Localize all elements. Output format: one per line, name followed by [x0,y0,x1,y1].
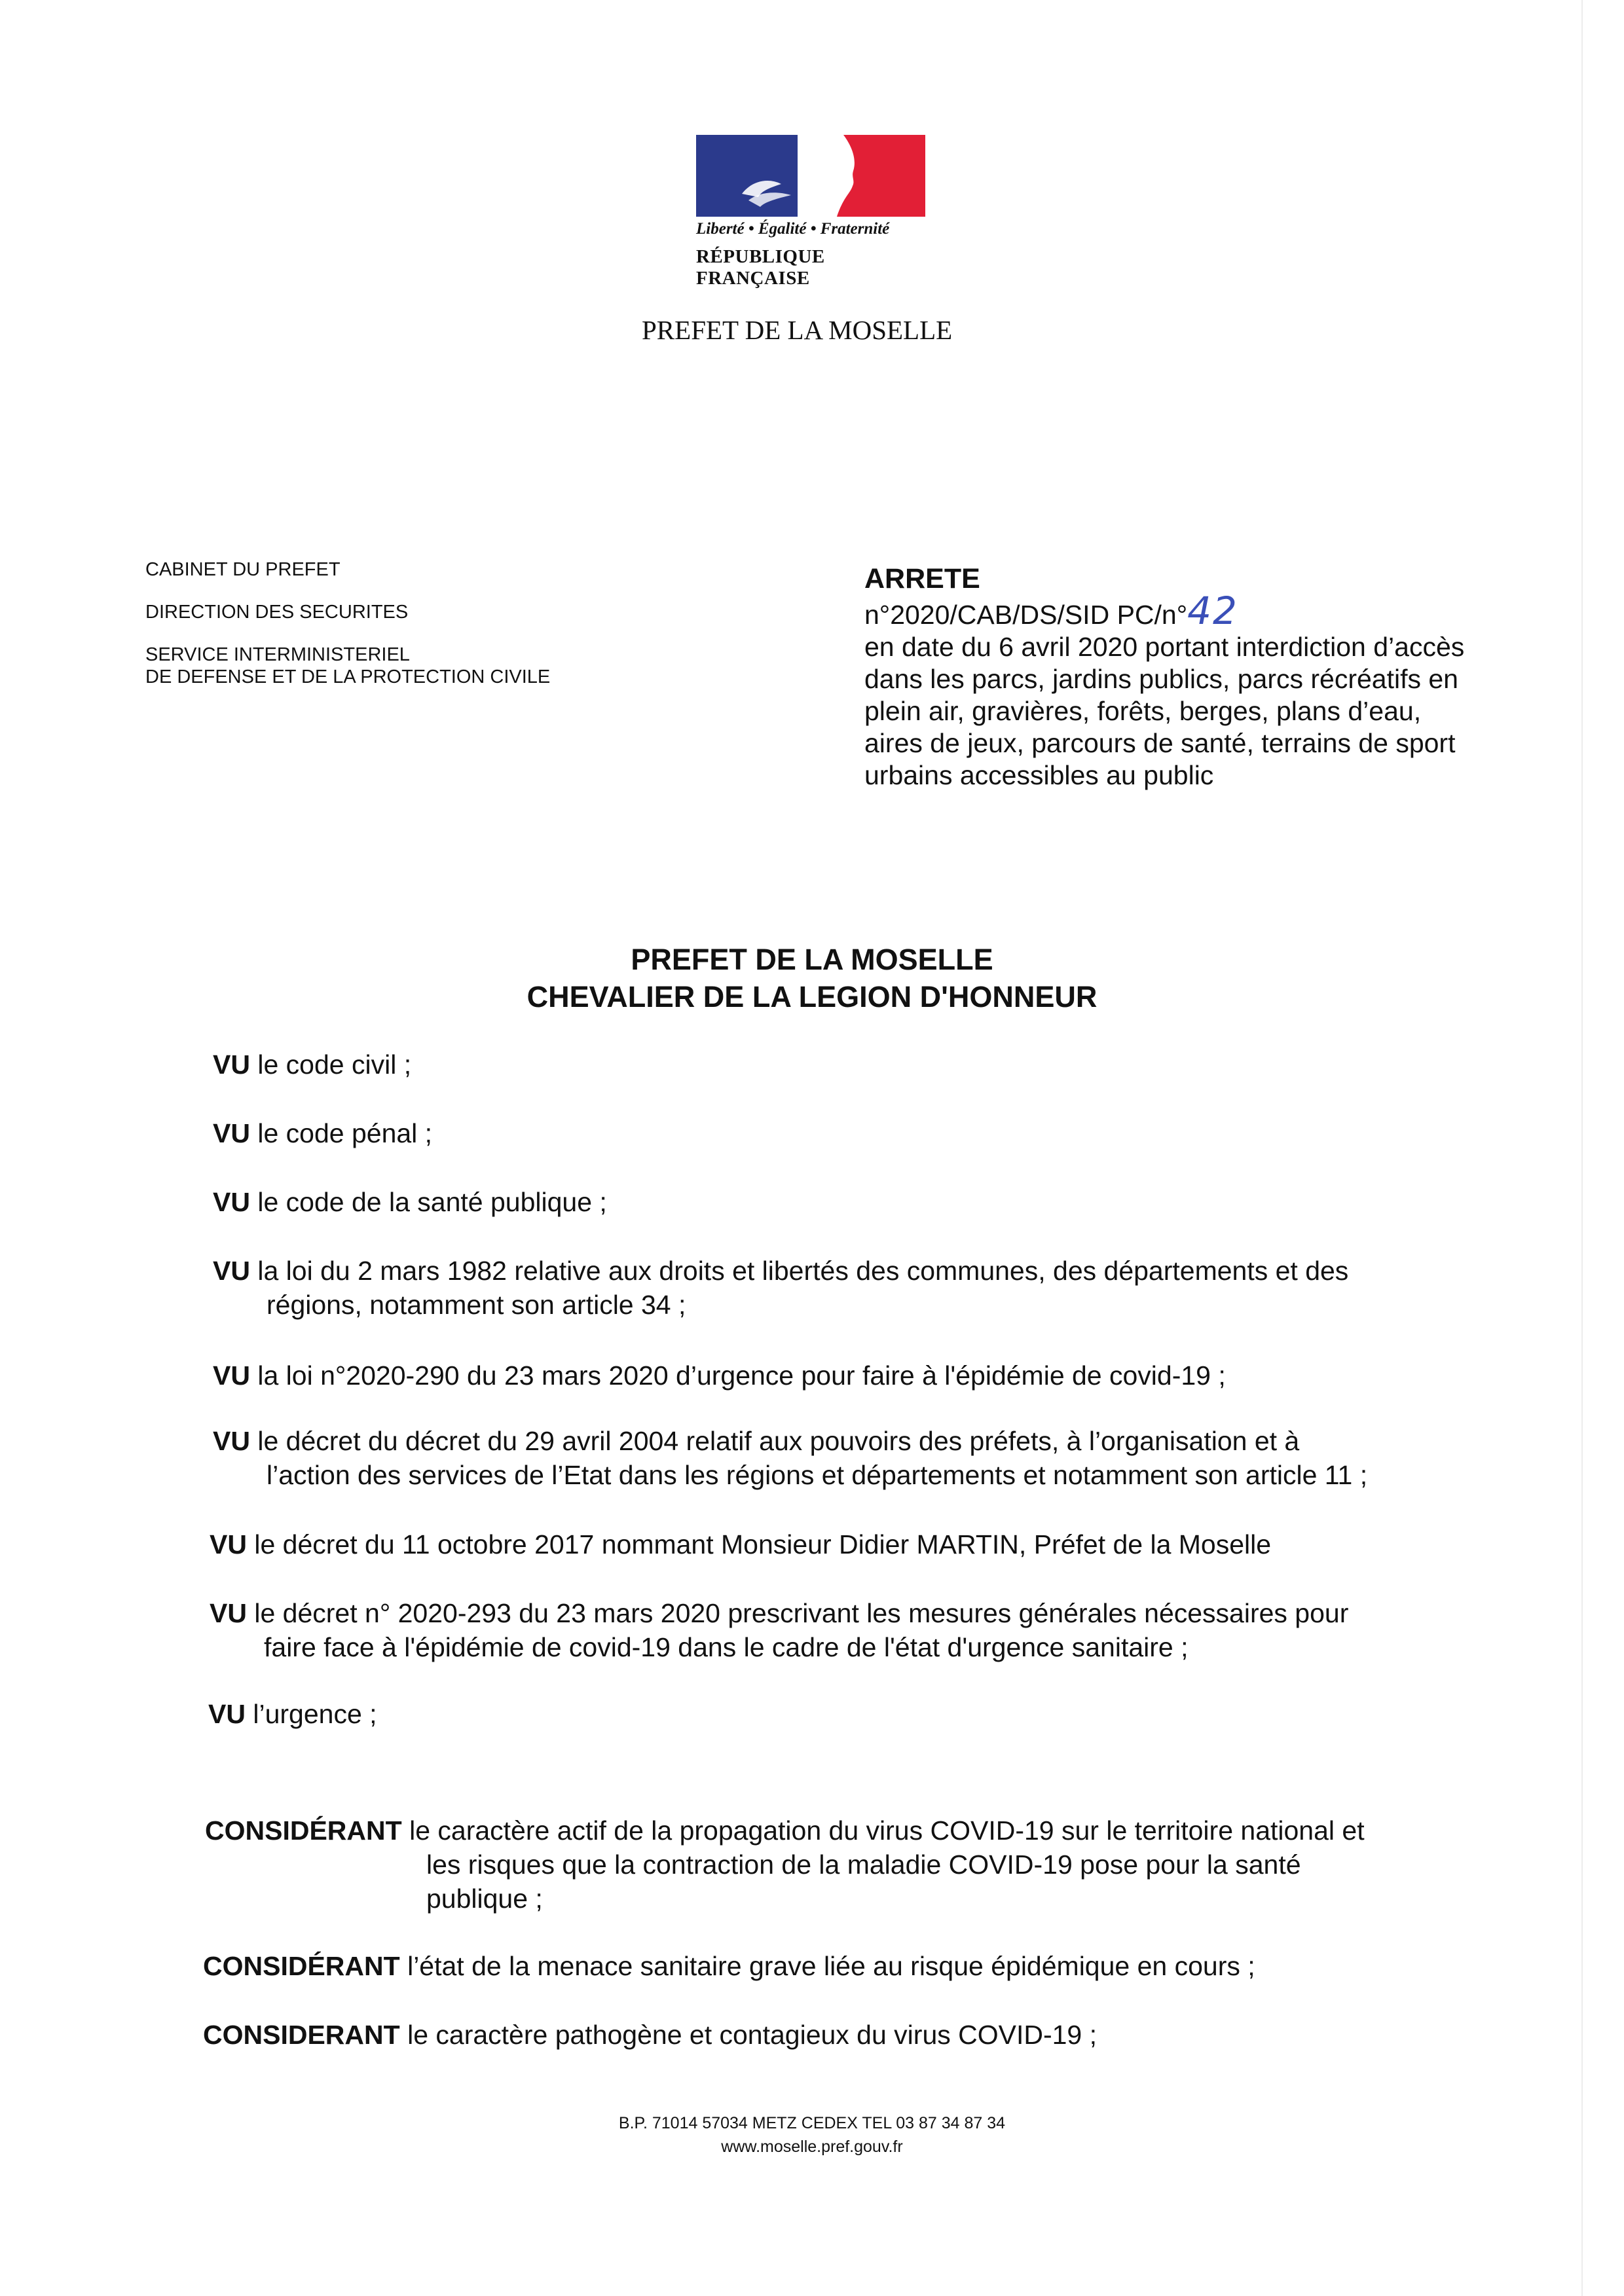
considerant-keyword: CONSIDÉRANT [203,1951,400,1981]
arrete-title: ARRETE [864,563,980,594]
vu-text: le décret n° 2020-293 du 23 mars 2020 prescrivant les mesures générales nécessaires pour [254,1598,1349,1628]
page-edge-line [1581,0,1583,2296]
arrete-line: dans les parcs, jardins publics, parcs récréatifs en [864,664,1458,694]
considerant-keyword: CONSIDÉRANT [205,1815,402,1846]
arrete-block [864,563,1545,792]
vu-text-cont: régions, notamment son article 34 ; [267,1290,686,1320]
vu-text: le code civil ; [257,1049,412,1080]
vu-item [210,1596,1473,1664]
main-title-line1: PREFET DE LA MOSELLE [631,943,993,976]
vu-keyword: VU [208,1699,246,1729]
considerant-text: l’état de la menace sanitaire grave liée au risque épidémique en cours ; [407,1951,1255,1981]
vu-item [213,1116,432,1150]
vu-keyword: VU [213,1118,250,1148]
considerant-text: le caractère pathogène et contagieux du virus COVID-19 ; [407,2020,1098,2050]
vu-item [210,1527,1271,1561]
vu-text: le code pénal ; [257,1118,433,1148]
main-title-line2: CHEVALIER DE LA LEGION D'HONNEUR [526,980,1098,1013]
cabinet-label: CABINET DU PREFET [145,559,341,580]
arrete-line: plein air, gravières, forêts, berges, plans d’eau, [864,696,1422,726]
direction-label: DIRECTION DES SECURITES [145,602,409,623]
vu-text: l’urgence ; [253,1699,377,1729]
vu-text: le code de la santé publique ; [257,1187,607,1217]
vu-keyword: VU [210,1529,247,1559]
vu-keyword: VU [210,1598,247,1628]
vu-text-cont: faire face à l'épidémie de covid-19 dans le cadre de l'état d'urgence sanitaire ; [264,1632,1189,1662]
flag-blue-band [696,135,798,217]
considerant-text-cont: les risques que la contraction de la maladie COVID-19 pose pour la santé [426,1850,1301,1880]
considerant-keyword: CONSIDERANT [203,2020,400,2050]
footer-website: www.moselle.pref.gouv.fr [721,2138,903,2156]
republique-logo [696,135,925,289]
vu-text: le décret du décret du 29 avril 2004 relatif aux pouvoirs des préfets, à l’organisation et à [257,1426,1300,1456]
arrete-handwritten-number: 42 [1187,589,1238,633]
considerant-text: le caractère actif de la propagation du virus COVID-19 sur le territoire national et [409,1815,1365,1846]
service-label-line1: SERVICE INTERMINISTERIEL [145,644,410,665]
vu-text-cont: l’action des services de l’Etat dans les régions et départements et notamment son article 11 ; [267,1460,1368,1490]
considerant-text-cont: publique ; [426,1884,543,1914]
republic-motto: Liberté • Égalité • Fraternité [696,220,890,238]
vu-text: la loi n°2020-290 du 23 mars 2020 d’urgence pour faire à l'épidémie de covid-19 ; [257,1360,1226,1391]
flag-white-band [798,135,824,217]
vu-text: le décret du 11 octobre 2017 nommant Monsieur Didier MARTIN, Préfet de la Moselle [254,1529,1272,1559]
considerant-item [203,2018,1097,2052]
vu-text: la loi du 2 mars 1982 relative aux droits et libertés des communes, des départements et des [257,1256,1349,1286]
footer-address: B.P. 71014 57034 METZ CEDEX TEL 03 87 34 87 34 [618,2114,1006,2132]
vu-item [213,1185,607,1219]
arrete-line: aires de jeux, parcours de santé, terrains de sport [864,728,1456,758]
prefet-header: PREFET DE LA MOSELLE [642,315,953,345]
service-label-line2: DE DEFENSE ET DE LA PROTECTION CIVILE [145,666,551,687]
vu-item [208,1697,377,1731]
marianne-hands-icon [696,135,798,217]
vu-keyword: VU [213,1049,250,1080]
vu-keyword: VU [213,1187,250,1217]
vu-item [213,1254,1470,1322]
flag-red-band [824,135,925,217]
considerant-item [203,1949,1255,1983]
vu-keyword: VU [213,1256,250,1286]
arrete-number-line [864,589,1545,633]
arrete-line: urbains accessibles au public [864,760,1214,790]
vu-item [213,1048,411,1082]
vu-item [213,1358,1226,1393]
vu-item [213,1424,1470,1492]
considerant-item [205,1813,1475,1916]
marianne-profile-icon [824,135,925,217]
vu-keyword: VU [213,1360,250,1391]
tricolor-flag-icon [696,135,925,217]
footer [0,2111,1624,2159]
arrete-number: n°2020/CAB/DS/SID PC/n° [864,600,1188,630]
vu-keyword: VU [213,1426,250,1456]
arrete-line: en date du 6 avril 2020 portant interdiction d’accès [864,632,1465,662]
republic-name: RÉPUBLIQUE FRANÇAISE [696,246,825,289]
